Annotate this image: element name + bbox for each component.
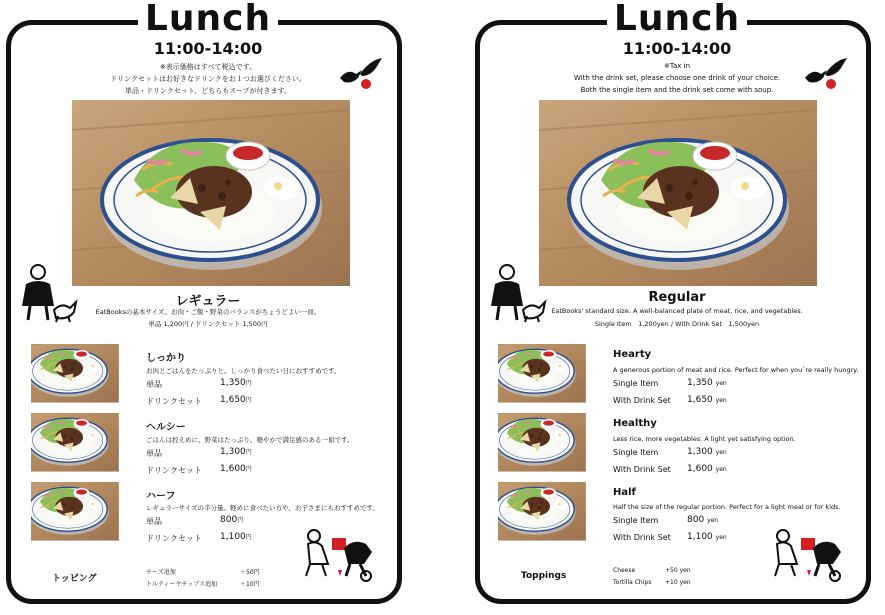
topping-name: Tortilla Chips xyxy=(613,579,652,586)
topping-name: チーズ追加 xyxy=(146,569,176,576)
toppings-label: トッピング xyxy=(52,574,97,584)
main-item-desc: EatBooks' standard size. A well-balanced plate of meat, rice, and vegetables. xyxy=(551,307,803,315)
topping-name: トルティーヤチップス追加 xyxy=(146,581,218,588)
menu-japanese xyxy=(0,0,416,615)
thumb-plate-photo xyxy=(31,482,133,550)
single-label: 単品 xyxy=(146,517,162,526)
menu-title: Lunch xyxy=(144,0,272,39)
item-desc: レギュラーサイズの半分量。軽めに食べたい方や、お子さまにもおすすめです。 xyxy=(146,504,379,512)
single-label: 単品 xyxy=(146,449,162,458)
main-item-name: レギュラー xyxy=(175,294,241,309)
single-price: 1,350円 xyxy=(220,378,252,388)
thumb-plate-photo xyxy=(498,413,600,481)
set-price: 1,100円 xyxy=(220,532,252,542)
set-price: 1,100 yen xyxy=(687,532,727,542)
menu-title: Lunch xyxy=(613,0,741,39)
topping-price: ＋10円 xyxy=(240,581,260,588)
single-label: 単品 xyxy=(146,380,162,389)
carrying-bag-illustration xyxy=(300,528,380,584)
thumb-plate-photo xyxy=(498,344,600,412)
topping-price: ＋50円 xyxy=(240,569,260,576)
set-price: 1,600 yen xyxy=(687,464,727,474)
thumb-plate-photo xyxy=(31,344,133,412)
lunch-hours: 11:00-14:00 xyxy=(622,39,732,58)
item-desc: A generous portion of meat and rice. Perfect for when you`re really hungry. xyxy=(613,366,859,374)
hero-plate-photo xyxy=(539,100,817,286)
item-name: Healthy xyxy=(613,418,657,429)
item-name: ハーフ xyxy=(146,491,176,502)
bird-illustration xyxy=(336,58,386,92)
topping-price: +50 yen xyxy=(665,567,691,574)
item-desc: お肉とごはんをたっぷりと。しっかり食べたい日におすすめです。 xyxy=(146,367,341,375)
note-drink: With the drink set, please choose one drink of your choice. xyxy=(573,74,781,82)
set-price: 1,600円 xyxy=(220,464,252,474)
thumb-plate-photo xyxy=(31,413,133,481)
set-label: ドリンクセット xyxy=(146,534,202,543)
single-price: 800 yen xyxy=(687,515,719,525)
single-price: 1,350 yen xyxy=(687,378,727,388)
lunch-hours: 11:00-14:00 xyxy=(153,39,263,58)
set-label: With Drink Set xyxy=(613,465,671,474)
single-label: Single Item xyxy=(613,516,659,525)
item-desc: Half the size of the regular portion. Perfect for a light meal or for kids. xyxy=(613,503,841,511)
topping-price: +10 yen xyxy=(665,579,691,586)
item-name: しっかり xyxy=(146,353,186,364)
set-label: With Drink Set xyxy=(613,396,671,405)
set-price: 1,650 yen xyxy=(687,395,727,405)
bird-illustration xyxy=(801,58,851,92)
note-tax: ※表示価格はすべて税込です。 xyxy=(159,63,257,71)
set-label: ドリンクセット xyxy=(146,466,202,475)
main-item-name: Regular xyxy=(648,290,706,305)
note-tax: ※Tax in xyxy=(663,62,691,70)
topping-name: Cheese xyxy=(613,567,636,574)
single-price: 1,300円 xyxy=(220,447,252,457)
item-name: Half xyxy=(613,487,636,498)
single-price: 1,300 yen xyxy=(687,447,727,457)
carrying-bag-illustration xyxy=(769,528,849,584)
note-drink: ドリンクセットはお好きなドリンクをお１つお選びください。 xyxy=(110,75,306,83)
hero-plate-photo xyxy=(72,100,350,286)
menu-english xyxy=(469,0,885,615)
toppings-label: Toppings xyxy=(521,571,567,581)
main-item-desc: EatBooksの基本サイズ。お肉・ご飯・野菜のバランスがちょうどよい一皿。 xyxy=(95,308,321,316)
item-name: ヘルシー xyxy=(146,422,186,433)
item-name: Hearty xyxy=(613,349,652,360)
single-price: 800円 xyxy=(220,515,244,525)
note-soup: Both the single item and the drink set come with soup. xyxy=(580,86,774,94)
thumb-plate-photo xyxy=(498,482,600,550)
item-desc: ごはんは控えめに、野菜はたっぷり。軽やかで満足感のある一皿です。 xyxy=(146,436,354,444)
main-item-price: 単品 1,200円 / ドリンクセット 1,500円 xyxy=(148,320,268,328)
set-label: ドリンクセット xyxy=(146,397,202,406)
set-price: 1,650円 xyxy=(220,395,252,405)
main-item-price: Single Item 1,200yen / With Drink Set 1,500yen xyxy=(594,320,760,328)
single-label: Single Item xyxy=(613,448,659,457)
note-soup: 単品・ドリンクセット、どちらもスープが付きます。 xyxy=(125,87,291,95)
set-label: With Drink Set xyxy=(613,533,671,542)
single-label: Single Item xyxy=(613,379,659,388)
item-desc: Less rice, more vegetables. A light yet satisfying option. xyxy=(613,435,796,443)
